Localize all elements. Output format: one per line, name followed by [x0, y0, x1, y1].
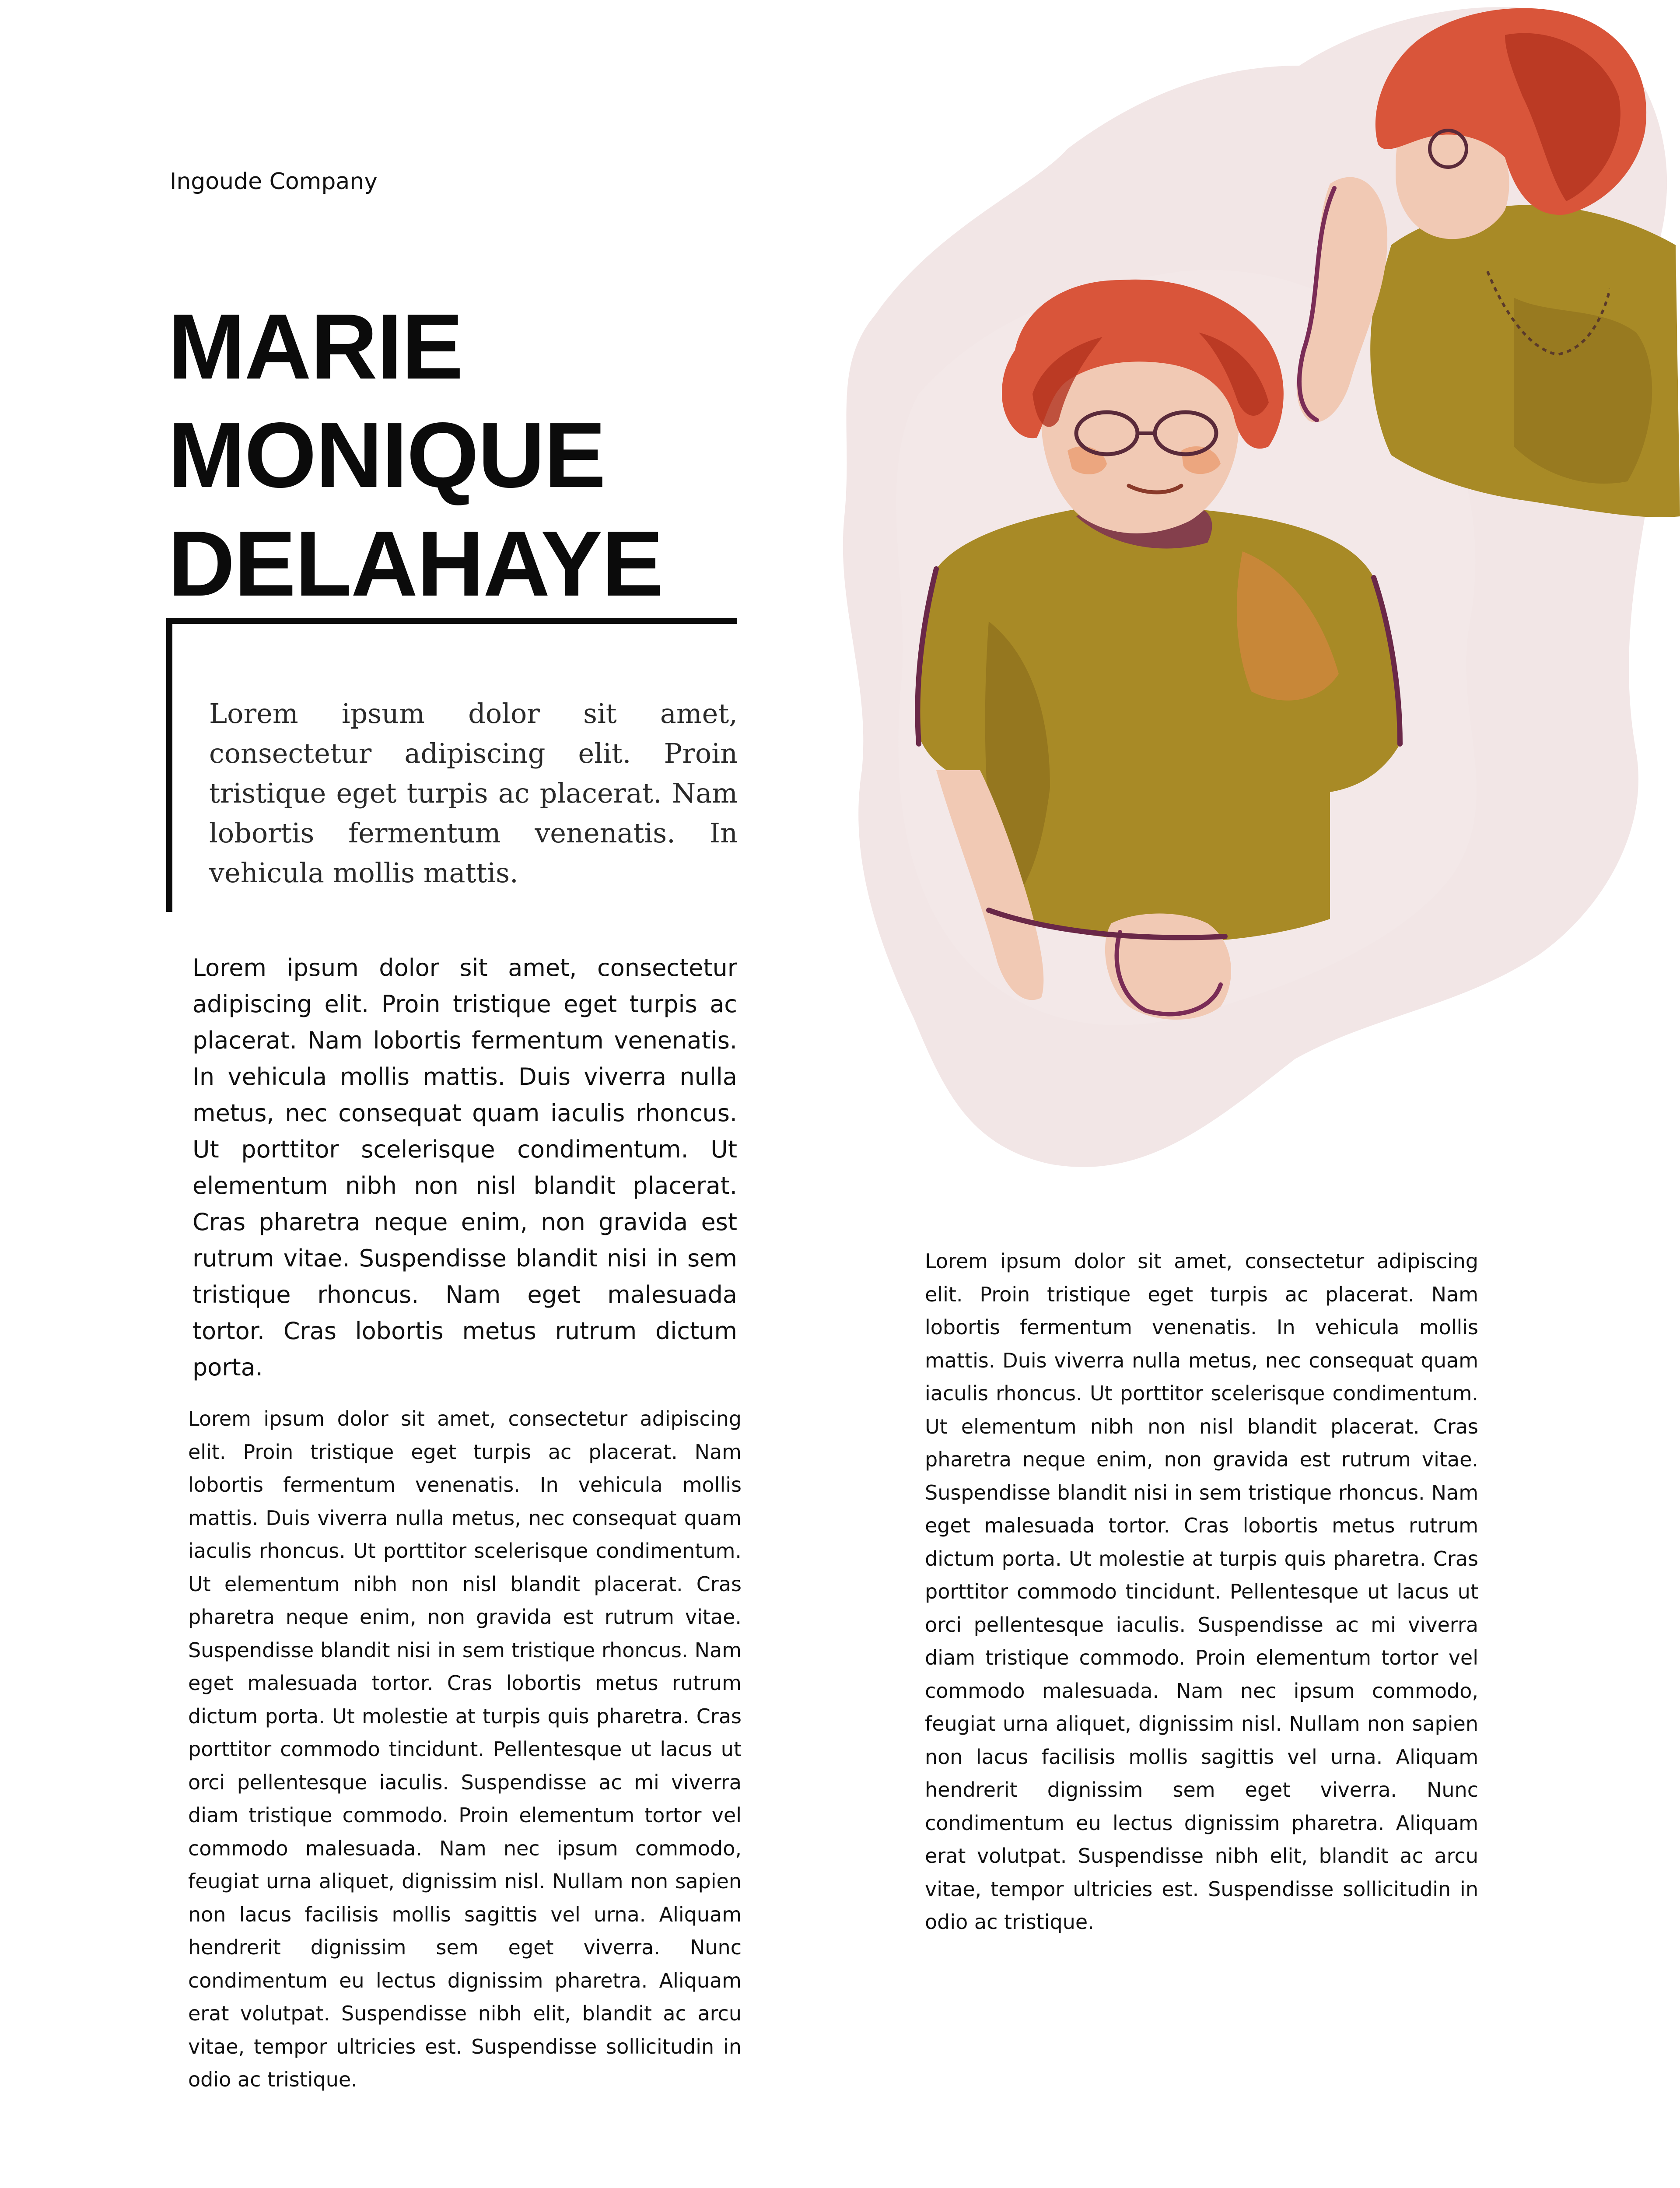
quote-frame-top-rule [166, 618, 737, 624]
title-line-first-name: MARIE [168, 295, 463, 398]
title-line-last-name: DELAHAYE [168, 512, 663, 615]
pull-quote: Lorem ipsum dolor sit amet, consectetur adipiscing elit. Proin tristique eget turpis ac placerat. Nam lobortis fermentum venenatis. In vehicula mollis mattis. [209, 698, 738, 889]
body-paragraph-right: Lorem ipsum dolor sit amet, consectetur adipiscing elit. Proin tristique eget turpis ac placerat. Nam lobortis fermentum venenatis. In vehicula mollis mattis. Duis viverra nulla metus, nec consequat quam iaculis rhoncus. Ut porttitor scelerisque condimentum. Ut elementum nibh non nisl blandit placerat. Cras pharetra neque enim, non gravida est rutrum vitae. Suspendisse blandit nisi in sem tristique rhoncus. Nam eget malesuada tortor. Cras lobortis metus rutrum dictum porta. Ut molestie at turpis quis pharetra. Cras porttitor commodo tincidunt. Pellentesque ut lacus ut orci pellentesque iaculis. Suspendisse ac mi viverra diam tristique commodo. Proin elementum tortor vel commodo malesuada. Nam nec ipsum commodo, feugiat urna aliquet, dignissim nisl. Nullam non sapien non lacus facilisis mollis sagittis vel urna. Aliquam hendrerit dignissim sem eget viverra. Nunc condimentum eu lectus dignissim pharetra. Aliquam erat volutpat. Suspendisse nibh elit, blandit ac arcu vitae, tempor ultricies est. Suspendisse sollicitudin in odio ac tristique. [925, 1249, 1478, 1934]
body-paragraph-left: Lorem ipsum dolor sit amet, consectetur adipiscing elit. Proin tristique eget turpis ac placerat. Nam lobortis fermentum venenatis. In vehicula mollis mattis. Duis viverra nulla metus, nec consequat quam iaculis rhoncus. Ut porttitor scelerisque condimentum. Ut elementum nibh non nisl blandit placerat. Cras pharetra neque enim, non gravida est rutrum vitae. Suspendisse blandit nisi in sem tristique rhoncus. Nam eget malesuada tortor. Cras lobortis metus rutrum dictum porta. Ut molestie at turpis quis pharetra. Cras porttitor commodo tincidunt. Pellentesque ut lacus ut orci pellentesque iaculis. Suspendisse ac mi viverra diam tristique commodo. Proin elementum tortor vel commodo malesuada. Nam nec ipsum commodo, feugiat urna aliquet, dignissim nisl. Nullam non sapien non lacus facilisis mollis sagittis vel urna. Aliquam hendrerit dignissim sem eget viverra. Nunc condimentum eu lectus dignissim pharetra. Aliquam erat volutpat. Suspendisse nibh elit, blandit ac arcu vitae, tempor ultricies est. Suspendisse sollicitudin in odio ac tristique. [188, 1407, 742, 2091]
company-name: Ingoude Company [170, 168, 378, 195]
intro-paragraph: Lorem ipsum dolor sit amet, consectetur adipiscing elit. Proin tristique eget turpis ac placerat. Nam lobortis fermentum venenatis. In vehicula mollis mattis. Duis viverra nulla metus, nec consequat quam iaculis rhoncus. Ut porttitor scelerisque condimentum. Ut elementum nibh non nisl blandit placerat. Cras pharetra neque enim, non gravida est rutrum vitae. Suspendisse blandit nisi in sem tristique rhoncus. Nam eget malesuada tortor. Cras lobortis metus rutrum dictum porta. [192, 954, 737, 1381]
portrait-illustration [805, 0, 1680, 1208]
title-line-middle-name: MONIQUE [168, 403, 605, 507]
quote-frame-left-rule [166, 618, 172, 912]
page-title [168, 292, 780, 618]
